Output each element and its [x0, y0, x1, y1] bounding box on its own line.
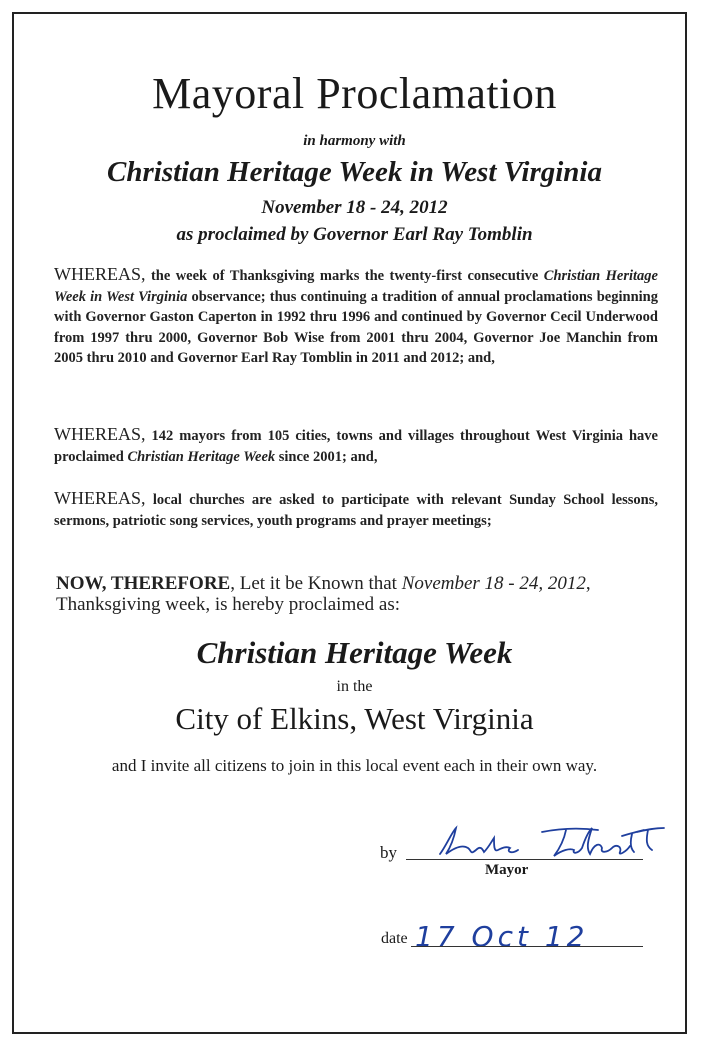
whereas-paragraph-1: WHEREAS, the week of Thanksgiving marks the twenty-first consecutive Christian Heritage Week in West Virginia observance; thus continuing a tradition of annual proclamations beginning with Governor Gaston Caperton in 1992 thru 1996 and continued by Governor Cecil Underwood from 1997 thru 2000, Governor Bob Wise from 2001 thru 2004, Governor Joe Manchin from 2005 thru 2010 and Governor Earl Ray Tomblin in 2011 and 2012; and, [54, 264, 658, 366]
proclaimed-by: as proclaimed by Governor Earl Ray Tomblin [176, 224, 533, 245]
city-name: City of Elkins, West Virginia [175, 701, 534, 736]
whereas-paragraph-3: WHEREAS, local churches are asked to participate with relevant Sunday School lessons, sermons, patriotic song services, youth programs and prayer meetings; [54, 488, 658, 529]
invitation-text: and I invite all citizens to join in this local event each in their own way. [111, 756, 598, 775]
date-line [411, 946, 643, 947]
date-label: date [381, 930, 408, 947]
whereas-lead: WHEREAS, [54, 488, 146, 508]
by-label: by [380, 843, 397, 862]
subtitle: in harmony with [303, 133, 406, 149]
in-the-text: in the [336, 678, 373, 695]
whereas-lead: WHEREAS, [54, 424, 146, 444]
proclaimed-event: Christian Heritage Week [196, 635, 513, 670]
now-therefore-lead: NOW, THEREFORE [56, 573, 231, 594]
event-dates: November 18 - 24, 2012 [261, 197, 448, 218]
mayor-label: Mayor [485, 862, 529, 878]
mayor-signature [432, 818, 672, 873]
whereas-lead: WHEREAS, [54, 264, 146, 284]
page-title: Mayoral Proclamation [152, 69, 557, 118]
now-therefore-paragraph: NOW, THEREFORE, Let it be Known that November 18 - 24, 2012, Thanksgiving week, is hereby proclaimed as: [56, 573, 591, 615]
event-title: Christian Heritage Week in West Virginia [107, 156, 602, 188]
handwritten-date: 17 Oct 12 [415, 920, 589, 953]
signature-line [406, 859, 643, 860]
whereas-paragraph-2: WHEREAS, 142 mayors from 105 cities, towns and villages throughout West Virginia have proclaimed Christian Heritage Week since 2001; and, [54, 424, 658, 465]
